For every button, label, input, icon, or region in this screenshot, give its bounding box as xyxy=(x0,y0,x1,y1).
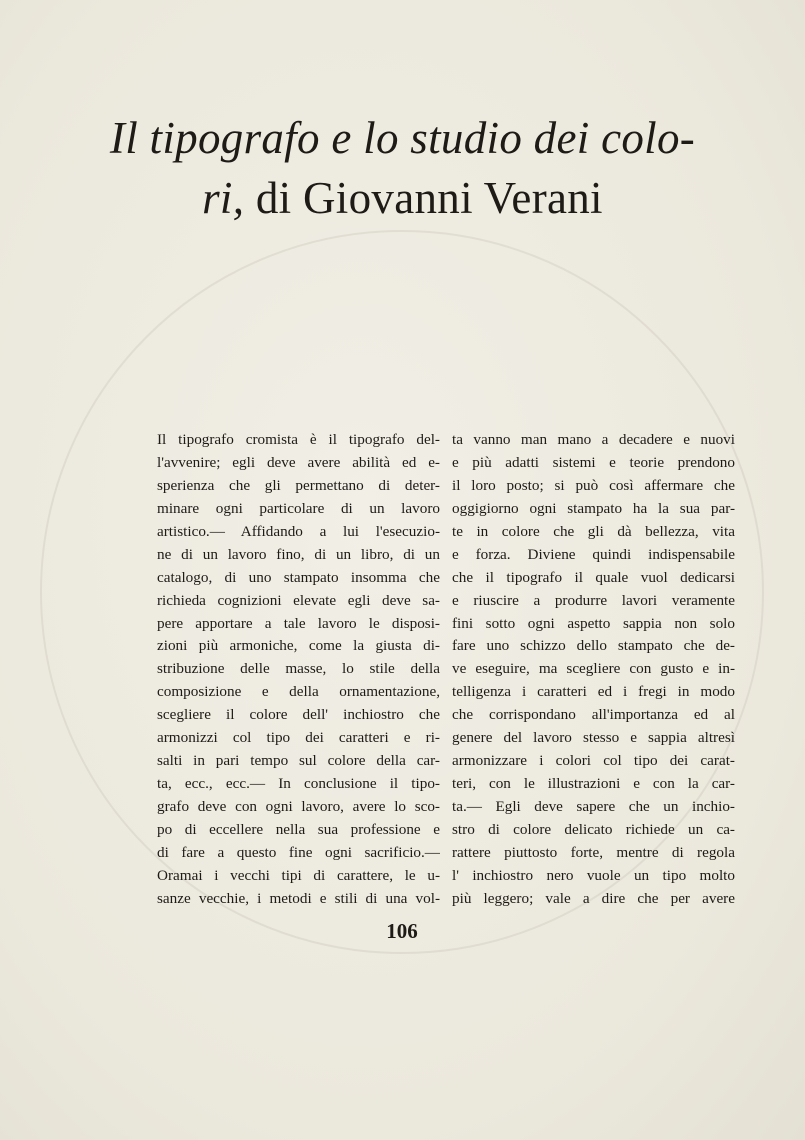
text-line: ta vanno man mano a decadere e nuovi xyxy=(452,431,735,448)
text-column-left xyxy=(157,429,440,911)
text-line: rattere piuttosto forte, mentre di regola xyxy=(452,843,735,861)
text-line: ne di un lavoro fino, di un libro, di un xyxy=(157,545,440,563)
text-line: te in colore che gli dà bellezza, vita xyxy=(452,522,735,540)
text-line: e forza. Diviene quindi indispensabile xyxy=(452,545,735,563)
text-line: e più adatti sistemi e teorie prendono xyxy=(452,453,735,471)
text-line: ta, ecc., ecc.— In conclusione il tipo- xyxy=(157,775,440,793)
text-line: ta.— Egli deve sapere che un inchio- xyxy=(452,798,735,815)
text-line: richieda cognizioni elevate egli deve sa- xyxy=(157,591,440,609)
text-line: l' inchiostro nero vuole un tipo molto xyxy=(452,866,735,884)
text-line: zioni più armoniche, come la giusta di- xyxy=(157,637,440,655)
text-line: composizione e della ornamentazione, xyxy=(157,683,440,701)
text-line: stro di colore delicato richiede un ca- xyxy=(452,820,735,838)
text-line: l'avvenire; egli deve avere abilità ed e- xyxy=(157,453,440,471)
article-title xyxy=(60,108,745,228)
text-line: Il tipografo cromista è il tipografo del- xyxy=(157,431,440,448)
text-line: il loro posto; si può così affermare che xyxy=(452,476,735,494)
text-line: pere apportare a tale lavoro le disposi- xyxy=(157,614,440,632)
text-line: salti in pari tempo sul colore della car- xyxy=(157,752,440,770)
text-line: teri, con le illustrazioni e con la car- xyxy=(452,775,735,793)
text-line: po di eccellere nella sua professione e xyxy=(157,820,440,838)
text-column-right xyxy=(452,429,735,911)
text-line: di fare a questo fine ogni sacrificio.— xyxy=(157,843,440,861)
text-line: che corrispondano all'importanza ed al xyxy=(452,706,735,724)
text-line: catalogo, di uno stampato insomma che xyxy=(157,568,440,586)
text-line: armonizzi col tipo dei caratteri e ri- xyxy=(157,729,440,747)
text-line: armonizzare i colori col tipo dei carat- xyxy=(452,752,735,770)
text-line: fare uno schizzo dello stampato che de- xyxy=(452,637,735,655)
text-line: sanze vecchie, i metodi e stili di una vol- xyxy=(157,889,440,907)
title-line-2-italic: ri, xyxy=(202,173,245,223)
text-line: sperienza che gli permettano di deter- xyxy=(157,476,440,494)
page-number: 106 xyxy=(386,919,418,943)
text-line: Oramai i vecchi tipi di carattere, le u- xyxy=(157,866,440,884)
text-line: più leggero; vale a dire che per avere xyxy=(452,889,735,907)
text-line: che il tipografo il quale vuol dedicarsi xyxy=(452,568,735,586)
text-line: scegliere il colore dell' inchiostro che xyxy=(157,706,440,724)
text-line: minare ogni particolare di un lavoro xyxy=(157,499,440,517)
text-line: artistico.— Affidando a lui l'esecuzio- xyxy=(157,522,440,540)
text-line: grafo deve con ogni lavoro, avere lo sco- xyxy=(157,798,440,815)
text-line: fini sotto ogni aspetto sappia non solo xyxy=(452,614,735,632)
text-line: e riuscire a produrre lavori veramente xyxy=(452,591,735,609)
title-line-1: Il tipografo e lo studio dei colo- xyxy=(109,113,696,163)
text-line: stribuzione delle masse, lo stile della xyxy=(157,660,440,678)
title-line-2-author: di Giovanni Verani xyxy=(244,173,603,223)
text-line: genere del lavoro stesso e sappia altresì xyxy=(452,729,735,747)
text-line: oggigiorno ogni stampato ha la sua par- xyxy=(452,499,735,517)
text-line: telligenza i caratteri ed i fregi in modo xyxy=(452,683,735,701)
text-line: ve eseguire, ma scegliere con gusto e in- xyxy=(452,660,735,678)
